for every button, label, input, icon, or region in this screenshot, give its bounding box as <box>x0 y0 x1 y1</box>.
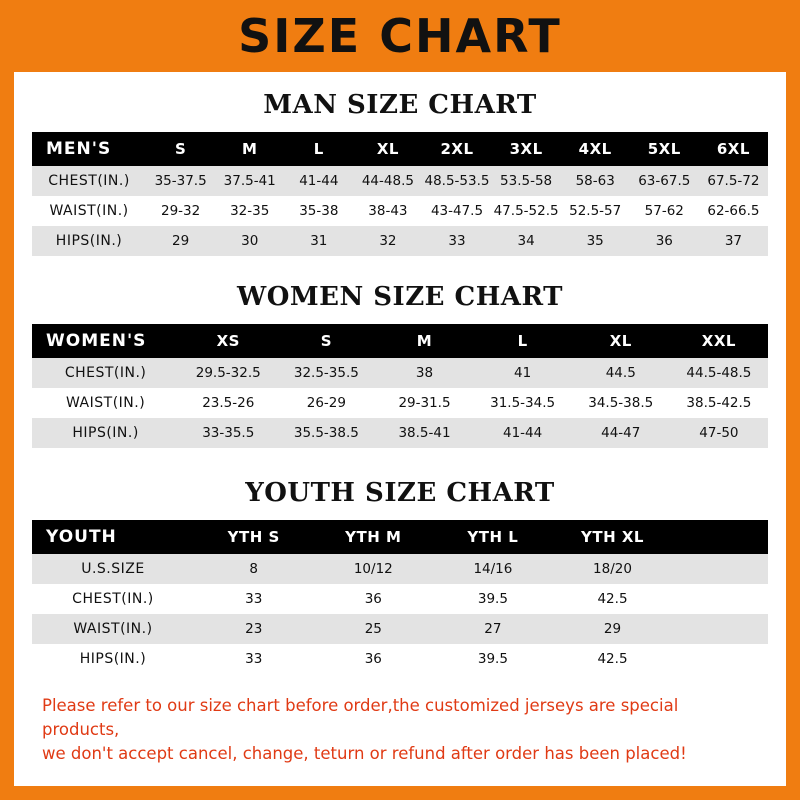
bottom-accent-bar <box>0 786 800 800</box>
column-header: XS <box>216 332 240 350</box>
cell: 41-44 <box>299 173 339 189</box>
cell: 38.5-42.5 <box>686 395 752 411</box>
cell: 36 <box>655 233 673 249</box>
cell: 44-48.5 <box>361 173 414 189</box>
page-title: SIZE CHART <box>238 9 562 63</box>
column-header: XXL <box>701 332 736 350</box>
cell: 41 <box>514 365 532 381</box>
cell: 27 <box>484 621 502 637</box>
cell: 43-47.5 <box>430 203 484 219</box>
cell: 29.5-32.5 <box>195 365 261 381</box>
column-header: WOMEN'S <box>46 331 147 351</box>
table-row <box>32 554 768 584</box>
cell: 34.5-38.5 <box>588 395 654 411</box>
cell: 37 <box>724 233 742 249</box>
column-header: M <box>416 332 433 350</box>
cell: 32 <box>379 233 397 249</box>
cell: 39.5 <box>477 651 508 667</box>
chart-content <box>14 90 786 766</box>
cell: 31.5-34.5 <box>490 395 556 411</box>
row-label: U.S.SIZE <box>81 561 145 577</box>
row-label: WAIST(IN.) <box>49 203 129 219</box>
column-header: M <box>242 140 258 158</box>
row-label: CHEST(IN.) <box>64 365 147 381</box>
cell: 10/12 <box>353 561 393 577</box>
cell: 57-62 <box>644 203 684 219</box>
cell: 23 <box>245 621 263 637</box>
column-header: YTH XL <box>581 528 644 546</box>
column-header: L <box>313 140 324 158</box>
cell: 38-43 <box>368 203 408 219</box>
column-header: YTH L <box>467 528 519 546</box>
row-label: HIPS(IN.) <box>72 425 139 441</box>
footer-note-line-1: Please refer to our size chart before order,the customized jerseys are special products, <box>42 696 679 739</box>
table-row <box>32 584 768 614</box>
column-header: MEN'S <box>46 139 112 159</box>
women-size-table <box>32 324 768 448</box>
cell <box>672 644 768 674</box>
footer-note-line-2: we don't accept cancel, change, teturn or refund after order has been placed! <box>42 743 687 763</box>
footer-note <box>42 694 758 766</box>
column-header: YOUTH <box>46 527 117 547</box>
cell: 41-44 <box>503 425 543 441</box>
column-header: S <box>174 140 187 158</box>
cell: 29 <box>172 233 190 249</box>
table-row <box>32 226 768 256</box>
row-label: WAIST(IN.) <box>65 395 146 411</box>
column-header: L <box>517 332 528 350</box>
row-label: CHEST(IN.) <box>48 173 130 189</box>
cell: 14/16 <box>473 561 513 577</box>
cell: 35-37.5 <box>154 173 207 189</box>
table-row <box>32 644 768 674</box>
table-row <box>32 614 768 644</box>
cell: 48.5-53.5 <box>424 173 490 189</box>
cell: 33 <box>245 591 263 607</box>
cell: 35.5-38.5 <box>293 425 359 441</box>
column-header: XL <box>376 140 399 158</box>
cell: 47-50 <box>699 425 739 441</box>
cell: 36 <box>364 591 382 607</box>
cell: 35-38 <box>299 203 339 219</box>
cell: 37.5-41 <box>223 173 276 189</box>
cell: 33-35.5 <box>202 425 255 441</box>
cell: 33 <box>448 233 466 249</box>
row-label: WAIST(IN.) <box>73 621 153 637</box>
cell <box>672 584 768 614</box>
row-label: HIPS(IN.) <box>55 233 123 249</box>
cell: 62-66.5 <box>707 203 760 219</box>
column-header: YTH M <box>345 528 402 546</box>
cell: 42.5 <box>597 651 628 667</box>
table-row <box>32 358 768 388</box>
cell: 44.5-48.5 <box>686 365 752 381</box>
column-header: 4XL <box>578 140 612 158</box>
column-header <box>672 520 768 554</box>
column-header: S <box>320 332 333 350</box>
column-header: 6XL <box>716 140 750 158</box>
table-header-row <box>32 324 768 358</box>
column-header: XL <box>609 332 632 350</box>
cell: 32-35 <box>230 203 270 219</box>
cell: 34 <box>517 233 535 249</box>
cell: 42.5 <box>597 591 628 607</box>
table-row <box>32 166 768 196</box>
cell: 36 <box>364 651 382 667</box>
cell: 29 <box>603 621 622 637</box>
cell <box>672 614 768 644</box>
cell: 29-31.5 <box>398 395 451 411</box>
youth-size-table <box>32 520 768 674</box>
cell: 67.5-72 <box>707 173 760 189</box>
cell: 53.5-58 <box>500 173 553 189</box>
cell: 25 <box>364 621 382 637</box>
column-header: 5XL <box>647 140 681 158</box>
women-section-title: WOMEN SIZE CHART <box>237 282 563 312</box>
row-label: CHEST(IN.) <box>72 591 154 607</box>
row-label: HIPS(IN.) <box>79 651 147 667</box>
cell: 33 <box>245 651 263 667</box>
cell: 38 <box>415 365 434 381</box>
table-header-row <box>32 520 768 554</box>
table-row <box>32 388 768 418</box>
man-section-title: MAN SIZE CHART <box>263 90 537 120</box>
table-row <box>32 196 768 226</box>
table-header-row <box>32 132 768 166</box>
cell: 32.5-35.5 <box>293 365 359 381</box>
column-header: 3XL <box>509 140 543 158</box>
column-header: 2XL <box>440 140 474 158</box>
cell: 44.5 <box>605 365 636 381</box>
cell: 35 <box>586 233 604 249</box>
cell: 18/20 <box>593 561 632 577</box>
cell: 29-32 <box>161 203 201 219</box>
cell: 58-63 <box>575 173 615 189</box>
table-row <box>32 418 768 448</box>
man-size-table <box>32 132 768 256</box>
cell: 8 <box>249 561 258 577</box>
cell <box>672 554 768 584</box>
cell: 52.5-57 <box>569 203 622 219</box>
cell: 30 <box>241 233 259 249</box>
cell: 38.5-41 <box>398 425 451 441</box>
cell: 44-47 <box>601 425 641 441</box>
cell: 47.5-52.5 <box>493 203 559 219</box>
youth-section-title: YOUTH SIZE CHART <box>245 478 555 508</box>
page-banner <box>0 0 800 72</box>
cell: 23.5-26 <box>202 395 255 411</box>
cell: 26-29 <box>306 395 346 411</box>
cell: 31 <box>310 233 328 249</box>
column-header: YTH S <box>227 528 280 546</box>
cell: 39.5 <box>477 591 508 607</box>
cell: 63-67.5 <box>638 173 691 189</box>
